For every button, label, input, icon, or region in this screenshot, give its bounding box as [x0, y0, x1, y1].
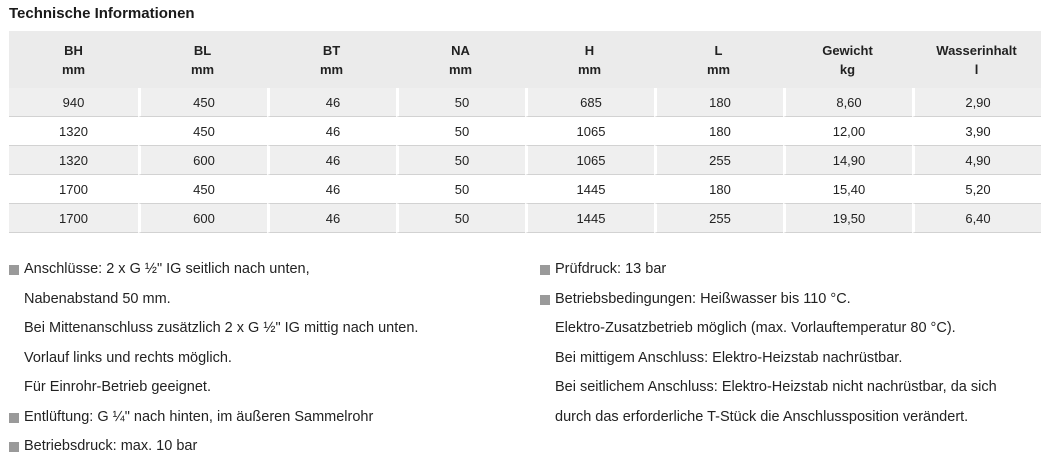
- note-line: Elektro-Zusatzbetrieb möglich (max. Vorlauftemperatur 80 °C).: [555, 320, 956, 336]
- table-cell: 1445: [525, 175, 654, 204]
- table-cell: 46: [267, 88, 396, 117]
- note-line: Betriebsbedingungen: Heißwasser bis 110 °C.: [555, 290, 851, 307]
- note-line: durch das erforderliche T-Stück die Anschlussposition verändert.: [555, 408, 969, 425]
- notes-right-column: [540, 255, 1045, 432]
- square-bullet-icon: [9, 413, 19, 423]
- note-line: Entlüftung: G ¼" nach hinten, im äußeren Sammelrohr: [24, 408, 374, 425]
- column-header-unit: mm: [706, 61, 731, 77]
- table-cell: 50: [396, 117, 525, 146]
- column-header: [912, 31, 1041, 88]
- table-cell: 15,40: [783, 175, 912, 204]
- column-header: [396, 31, 525, 88]
- table-header-row: [9, 31, 1041, 88]
- column-header-label: BT: [322, 42, 341, 58]
- column-header-unit: l: [974, 61, 979, 77]
- note-line: Nabenabstand 50 mm.: [24, 290, 171, 307]
- note-line: Für Einrohr-Betrieb geeignet.: [24, 379, 211, 395]
- table-cell: 8,60: [783, 88, 912, 117]
- column-header-label: L: [714, 42, 723, 58]
- column-header-label: BH: [64, 42, 83, 58]
- column-header: [267, 31, 396, 88]
- table-cell: 14,90: [783, 146, 912, 175]
- table-cell: 1445: [525, 204, 654, 233]
- column-header-label: NA: [451, 42, 470, 58]
- table-cell: 1065: [525, 146, 654, 175]
- table-cell: 50: [396, 88, 525, 117]
- table-cell: 46: [267, 175, 396, 204]
- table-cell: 600: [138, 204, 267, 233]
- square-bullet-icon: [540, 265, 550, 275]
- square-bullet-icon: [9, 442, 19, 452]
- column-header: [138, 31, 267, 88]
- table-cell: 940: [9, 88, 138, 117]
- table-cell: 50: [396, 204, 525, 233]
- note-line: Betriebsdruck: max. 10 bar: [24, 438, 198, 454]
- column-header: [525, 31, 654, 88]
- note-line: Prüfdruck: 13 bar: [555, 261, 667, 277]
- column-header-label: Wasserinhalt: [936, 42, 1017, 58]
- table-row: [9, 175, 1041, 204]
- column-header-unit: mm: [61, 61, 86, 77]
- table-cell: 255: [654, 146, 783, 175]
- table-cell: 685: [525, 88, 654, 117]
- specs-table: [9, 31, 1041, 233]
- note-line: Anschlüsse: 2 x G ½" IG seitlich nach unten,: [24, 261, 310, 277]
- table-cell: 6,40: [912, 204, 1041, 233]
- table-cell: 1700: [9, 204, 138, 233]
- note-item: [9, 255, 529, 403]
- column-header-unit: mm: [448, 61, 473, 77]
- table-cell: 1065: [525, 117, 654, 146]
- note-line: Vorlauf links und rechts möglich.: [24, 349, 232, 366]
- column-header-unit: mm: [190, 61, 215, 77]
- table-cell: 46: [267, 204, 396, 233]
- note-item: [540, 285, 1045, 433]
- square-bullet-icon: [540, 295, 550, 305]
- table-cell: 1320: [9, 117, 138, 146]
- table-cell: 450: [138, 88, 267, 117]
- table-cell: 50: [396, 146, 525, 175]
- table-cell: 5,20: [912, 175, 1041, 204]
- table-cell: 12,00: [783, 117, 912, 146]
- table-row: [9, 88, 1041, 117]
- note-item: [9, 403, 529, 433]
- table-cell: 46: [267, 117, 396, 146]
- table-body: [9, 88, 1041, 233]
- table-cell: 255: [654, 204, 783, 233]
- table-row: [9, 204, 1041, 233]
- table-cell: 180: [654, 117, 783, 146]
- column-header-unit: kg: [839, 61, 856, 77]
- column-header-label: Gewicht: [822, 42, 873, 58]
- note-line: Bei mittigem Anschluss: Elektro-Heizstab nachrüstbar.: [555, 349, 903, 366]
- table-cell: 50: [396, 175, 525, 204]
- section-title: Technische Informationen: [9, 5, 195, 22]
- column-header-label: H: [584, 42, 595, 58]
- table-cell: 180: [654, 88, 783, 117]
- table-cell: 4,90: [912, 146, 1041, 175]
- table-cell: 600: [138, 146, 267, 175]
- column-header: [783, 31, 912, 88]
- column-header: [9, 31, 138, 88]
- note-line: Bei seitlichem Anschluss: Elektro-Heizstab nicht nachrüstbar, da sich: [555, 379, 997, 395]
- square-bullet-icon: [9, 265, 19, 275]
- table-cell: 450: [138, 175, 267, 204]
- table-cell: 180: [654, 175, 783, 204]
- table-cell: 450: [138, 117, 267, 146]
- column-header-label: BL: [193, 42, 212, 58]
- column-header: [654, 31, 783, 88]
- notes-left-column: [9, 255, 529, 462]
- table-cell: 3,90: [912, 117, 1041, 146]
- column-header-unit: mm: [319, 61, 344, 77]
- table-cell: 46: [267, 146, 396, 175]
- note-item: [540, 255, 1045, 285]
- note-line: Bei Mittenanschluss zusätzlich 2 x G ½" IG mittig nach unten.: [24, 320, 419, 336]
- note-item: [9, 432, 529, 462]
- table-cell: 1700: [9, 175, 138, 204]
- table-row: [9, 117, 1041, 146]
- column-header-unit: mm: [577, 61, 602, 77]
- table-cell: 2,90: [912, 88, 1041, 117]
- table-cell: 19,50: [783, 204, 912, 233]
- table-row: [9, 146, 1041, 175]
- table-cell: 1320: [9, 146, 138, 175]
